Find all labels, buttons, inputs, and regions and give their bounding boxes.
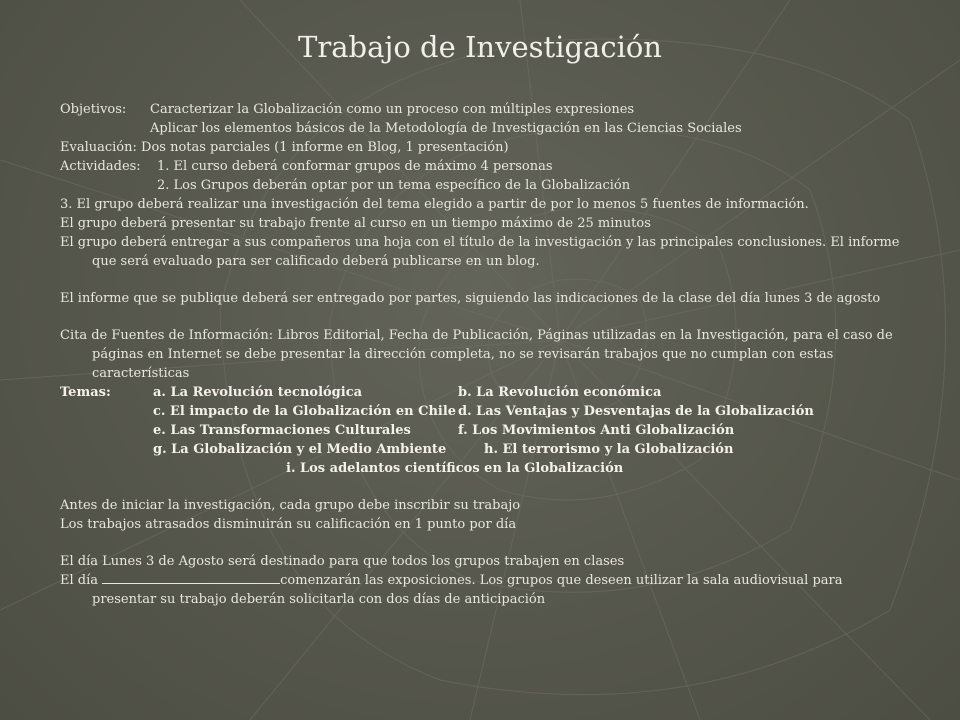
objetivos-label: Objetivos:	[60, 102, 127, 117]
temas-label: Temas:	[60, 385, 111, 400]
actividades-row-2	[60, 176, 910, 195]
temas-row-3	[60, 421, 910, 440]
actividades-row-1	[60, 157, 910, 176]
paragraph-informe: El informe que se publique deberá ser entregado por partes, siguiendo las indicaciones de la clase del día lunes 3 de agosto	[60, 291, 881, 306]
actividad-1: 1. El curso deberá conformar grupos de máximo 4 personas	[157, 159, 553, 174]
evaluacion: Evaluación: Dos notas parciales (1 informe en Blog, 1 presentación)	[60, 140, 509, 155]
paragraph-inscripcion: Antes de iniciar la investigación, cada grupo debe inscribir su trabajo	[60, 498, 521, 513]
tema-c: c. El impacto de la Globalización en Chile	[153, 404, 457, 419]
slide-body	[60, 100, 910, 609]
temas-row-2	[60, 402, 910, 421]
tema-a: a. La Revolución tecnológica	[153, 385, 363, 400]
tema-f: f. Los Movimientos Anti Globalización	[458, 423, 735, 438]
paragraph-cita: Cita de Fuentes de Información: Libros Editorial, Fecha de Publicación, Páginas utilizadas en la Investigación, para el caso de páginas en Internet se debe presentar la dirección completa, no se revisarán trabajos que no cumplan con estas características	[60, 328, 893, 381]
temas-list	[60, 383, 910, 478]
objetivos-row-2	[60, 119, 910, 138]
tema-h: h. El terrorismo y la Globalización	[484, 442, 734, 457]
temas-row-1	[60, 383, 910, 402]
paragraph-tiempo: El grupo deberá presentar su trabajo frente al curso en un tiempo máximo de 25 minutos	[60, 216, 651, 231]
temas-row-4	[60, 440, 910, 459]
actividades-label: Actividades:	[60, 159, 141, 174]
objetivo-2: Aplicar los elementos básicos de la Metodología de Investigación en las Ciencias Sociales	[150, 121, 742, 136]
exposiciones-prefix: El día	[60, 573, 103, 588]
tema-i: i. Los adelantos científicos en la Globalización	[286, 461, 624, 476]
tema-e: e. Las Transformaciones Culturales	[153, 423, 411, 438]
paragraph-hoja: El grupo deberá entregar a sus compañeros una hoja con el título de la investigación y las principales conclusiones. El informe que será evaluado para ser calificado deberá publicarse en un blog.	[60, 235, 900, 269]
exposiciones-text: comenzarán las exposiciones. Los grupos que deseen utilizar la sala audiovisual para presentar su trabajo deberán solicitarla con dos días de anticipación	[92, 573, 843, 607]
tema-g: g. La Globalización y el Medio Ambiente	[153, 442, 447, 457]
temas-row-5	[60, 459, 910, 478]
paragraph-atrasados: Los trabajos atrasados disminuirán su calificación en 1 punto por día	[60, 517, 517, 532]
objetivo-1: Caracterizar la Globalización como un proceso con múltiples expresiones	[150, 102, 635, 117]
slide-title: Trabajo de Investigación	[298, 30, 662, 64]
paragraph-exposiciones	[60, 571, 910, 609]
paragraph-lunes: El día Lunes 3 de Agosto será destinado para que todos los grupos trabajen en clases	[60, 554, 625, 569]
date-blank-line	[102, 571, 280, 584]
objetivos-row-1	[60, 100, 910, 119]
tema-d: d. Las Ventajas y Desventajas de la Globalización	[458, 404, 814, 419]
tema-b: b. La Revolución económica	[458, 385, 662, 400]
actividad-2: 2. Los Grupos deberán optar por un tema específico de la Globalización	[157, 178, 631, 193]
paragraph-fuentes: 3. El grupo deberá realizar una investigación del tema elegido a partir de por lo menos 5 fuentes de información.	[60, 197, 809, 212]
